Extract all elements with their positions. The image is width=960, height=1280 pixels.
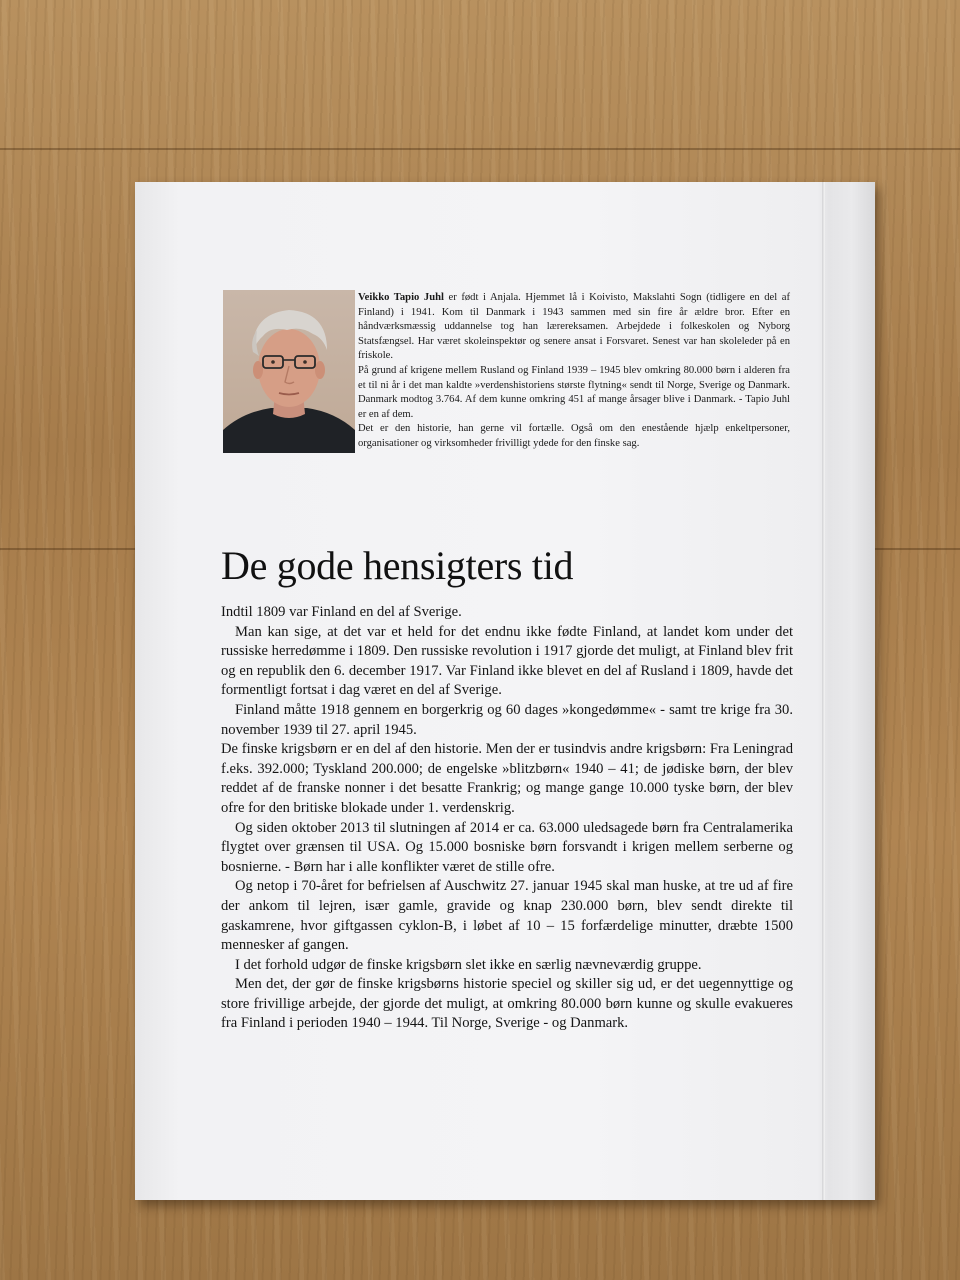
- author-photo: [223, 290, 355, 453]
- blurb-paragraph: Men det, der gør de finske krigsbørns historie speciel og skiller sig ud, er det uegennyttige og store frivillige arbejde, der gjorde det muligt, at omkring 80.000 børn kunne og skulle evakueres fra Finland i perioden 1940 – 1944. Til Norge, Sverige - og Danmark.: [221, 976, 793, 1032]
- spine-hinge: [822, 182, 825, 1200]
- blurb-paragraph: Og siden oktober 2013 til slutningen af 2014 er ca. 63.000 uledsagede børn fra Centralamerika flygtet over grænsen til USA. Og 15.000 bosniske børn forsvandt i krigen mellem serberne og bosnierne. - Børn har i alle konflikter været de stille ofre.: [221, 819, 793, 875]
- wood-plank-seam: [0, 148, 960, 150]
- blurb-paragraph: Og netop i 70-året for befrielsen af Auschwitz 27. januar 1945 skal man huske, at tre ud af fire der ankom til lejren, især gamle, gravide og knap 230.000 børn, blev sendt direkte til gaskamrene, hvor giftgassen cyklon-B, i løbet af 10 – 15 forfærdelige minutter, dræbte 1500 mennesker af gangen.: [221, 878, 793, 954]
- author-bio-paragraph: På grund af krigene mellem Rusland og Finland 1939 – 1945 blev omkring 80.000 børn i alderen fra et til ni år i det man kaldte »verdenshistoriens største flytning« sendt til Norge, Sverige og Danmark. Danmark modtog 3.764. Af dem kunne omkring 451 af mange årsager blive i Danmark. - Tapio Juhl er en af dem.: [358, 364, 790, 420]
- blurb-text: [221, 603, 793, 1034]
- book-spine: [817, 182, 875, 1200]
- author-bio-paragraph: Det er den historie, han gerne vil fortælle. Også om den enestående hjælp enkeltpersoner, organisationer og virksomheder frivilligt ydede for den finske sag.: [358, 423, 790, 449]
- blurb-paragraph: I det forhold udgør de finske krigsbørn slet ikke en særlig nævneværdig gruppe.: [235, 956, 702, 973]
- blurb-paragraph: Finland måtte 1918 gennem en borgerkrig og 60 dages »kongedømme« - samt tre krige fra 30. november 1939 til 27. april 1945.: [221, 701, 793, 738]
- author-bio-paragraph: [358, 291, 790, 364]
- blurb-paragraph: De finske krigsbørn er en del af den historie. Men der er tusindvis andre krigsbørn: Fra Leningrad f.eks. 392.000; Tyskland 200.000; de engelske »blitzbørn« 1940 – 41; de jødiske børn, der blev reddet af de franske nonner i det besatte Frankrig; og mange gange 10.000 tyske børn, der blev ofre for den britiske blokade under 1. verdenskrig.: [221, 741, 793, 816]
- author-bio-text: er født i Anjala. Hjemmet lå i Koivisto, Makslahti Sogn (tidligere en del af Finland) i 1941. Kom til Danmark i 1943 sammen med sin fire år ældre bror. Efter en håndværksmæssig uddannelse tog han lærereksamen. Arbejdede i folkeskolen og Nyborg Statsfængsel. Har været skoleinspektør og senere ansat i Forsvaret. Senest var han skoleleder på en friskole.: [358, 292, 790, 362]
- author-bio: [358, 291, 790, 452]
- blurb-paragraph: Indtil 1809 var Finland en del af Sverige.: [221, 604, 462, 620]
- blurb-paragraph: Man kan sige, at det var et held for det endnu ikke fødte Finland, at landet kom under det russiske herredømme i 1809. Den russiske revolution i 1917 gjorde det muligt, at Finland blev frit og en republik den 6. december 1917. Var Finland ikke blevet en del af Rusland i 1809, havde det formentligt fortsat i dag været en del af Sverige.: [221, 623, 793, 699]
- book-back-cover: [135, 182, 875, 1200]
- author-name: Veikko Tapio Juhl: [358, 292, 444, 303]
- book-title: De gode hensigters tid: [221, 543, 574, 588]
